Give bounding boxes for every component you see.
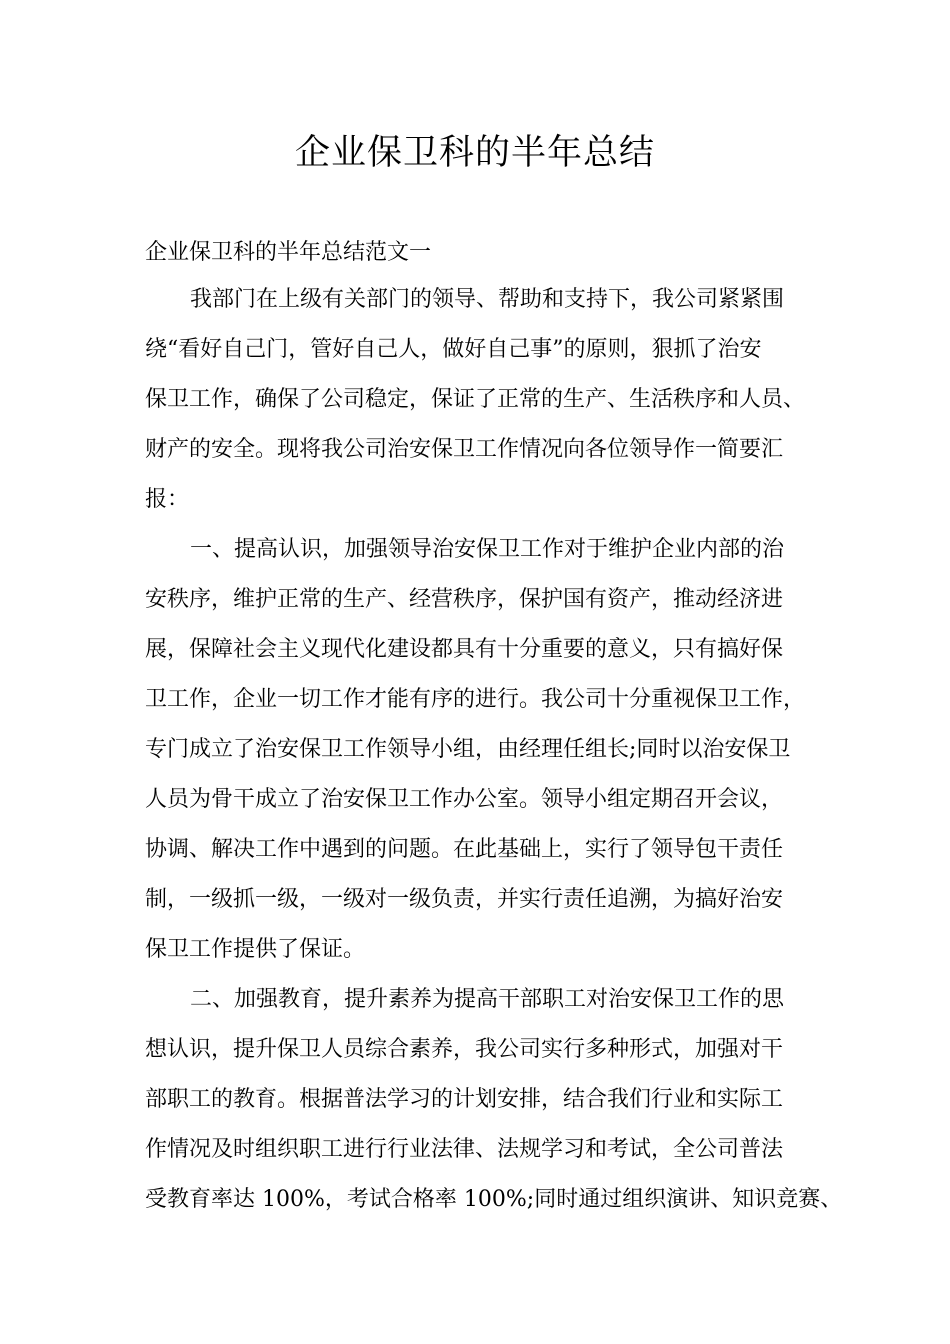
body-line: 想认识，提升保卫人员综合素养，我公司实行多种形式，加强对干 xyxy=(145,1037,784,1062)
body-line: 受教育率达 100%，考试合格率 100%;同时通过组织演讲、知识竞赛、 xyxy=(145,1187,843,1212)
body-line: 保卫工作，确保了公司稳定，保证了正常的生产、生活秩序和人员、 xyxy=(145,387,806,412)
body-line: 卫工作，企业一切工作才能有序的进行。我公司十分重视保卫工作， xyxy=(145,687,806,712)
body-line: 二、加强教育，提升素养为提高干部职工对治安保卫工作的思 xyxy=(190,987,785,1012)
body-line: 我部门在上级有关部门的领导、帮助和支持下，我公司紧紧围 xyxy=(190,287,785,312)
body-line: 一、提高认识，加强领导治安保卫工作对于维护企业内部的治 xyxy=(190,537,785,562)
body-line: 展，保障社会主义现代化建设都具有十分重要的意义，只有搞好保 xyxy=(145,637,784,662)
body-line: 专门成立了治安保卫工作领导小组，由经理任组长;同时以治安保卫 xyxy=(145,737,791,762)
body-line: 制，一级抓一级，一级对一级负责，并实行责任追溯，为搞好治安 xyxy=(145,887,784,912)
body-line: 财产的安全。现将我公司治安保卫工作情况向各位领导作一简要汇 xyxy=(145,437,784,462)
body-line: 保卫工作提供了保证。 xyxy=(145,937,366,962)
document-subtitle: 企业保卫科的半年总结范文一 xyxy=(145,240,432,265)
document-title: 企业保卫科的半年总结 xyxy=(294,133,655,173)
body-line: 绕“看好自己门，管好自己人，做好自己事”的原则，狠抓了治安 xyxy=(145,337,762,362)
body-line: 作情况及时组织职工进行行业法律、法规学习和考试，全公司普法 xyxy=(145,1137,784,1162)
body-line: 部职工的教育。根据普法学习的计划安排，结合我们行业和实际工 xyxy=(145,1087,784,1112)
body-line: 报： xyxy=(145,487,190,512)
body-line: 安秩序，维护正常的生产、经营秩序，保护国有资产，推动经济进 xyxy=(145,587,784,612)
body-line: 人员为骨干成立了治安保卫工作办公室。领导小组定期召开会议， xyxy=(145,787,784,812)
body-line: 协调、解决工作中遇到的问题。在此基础上，实行了领导包干责任 xyxy=(145,837,784,862)
